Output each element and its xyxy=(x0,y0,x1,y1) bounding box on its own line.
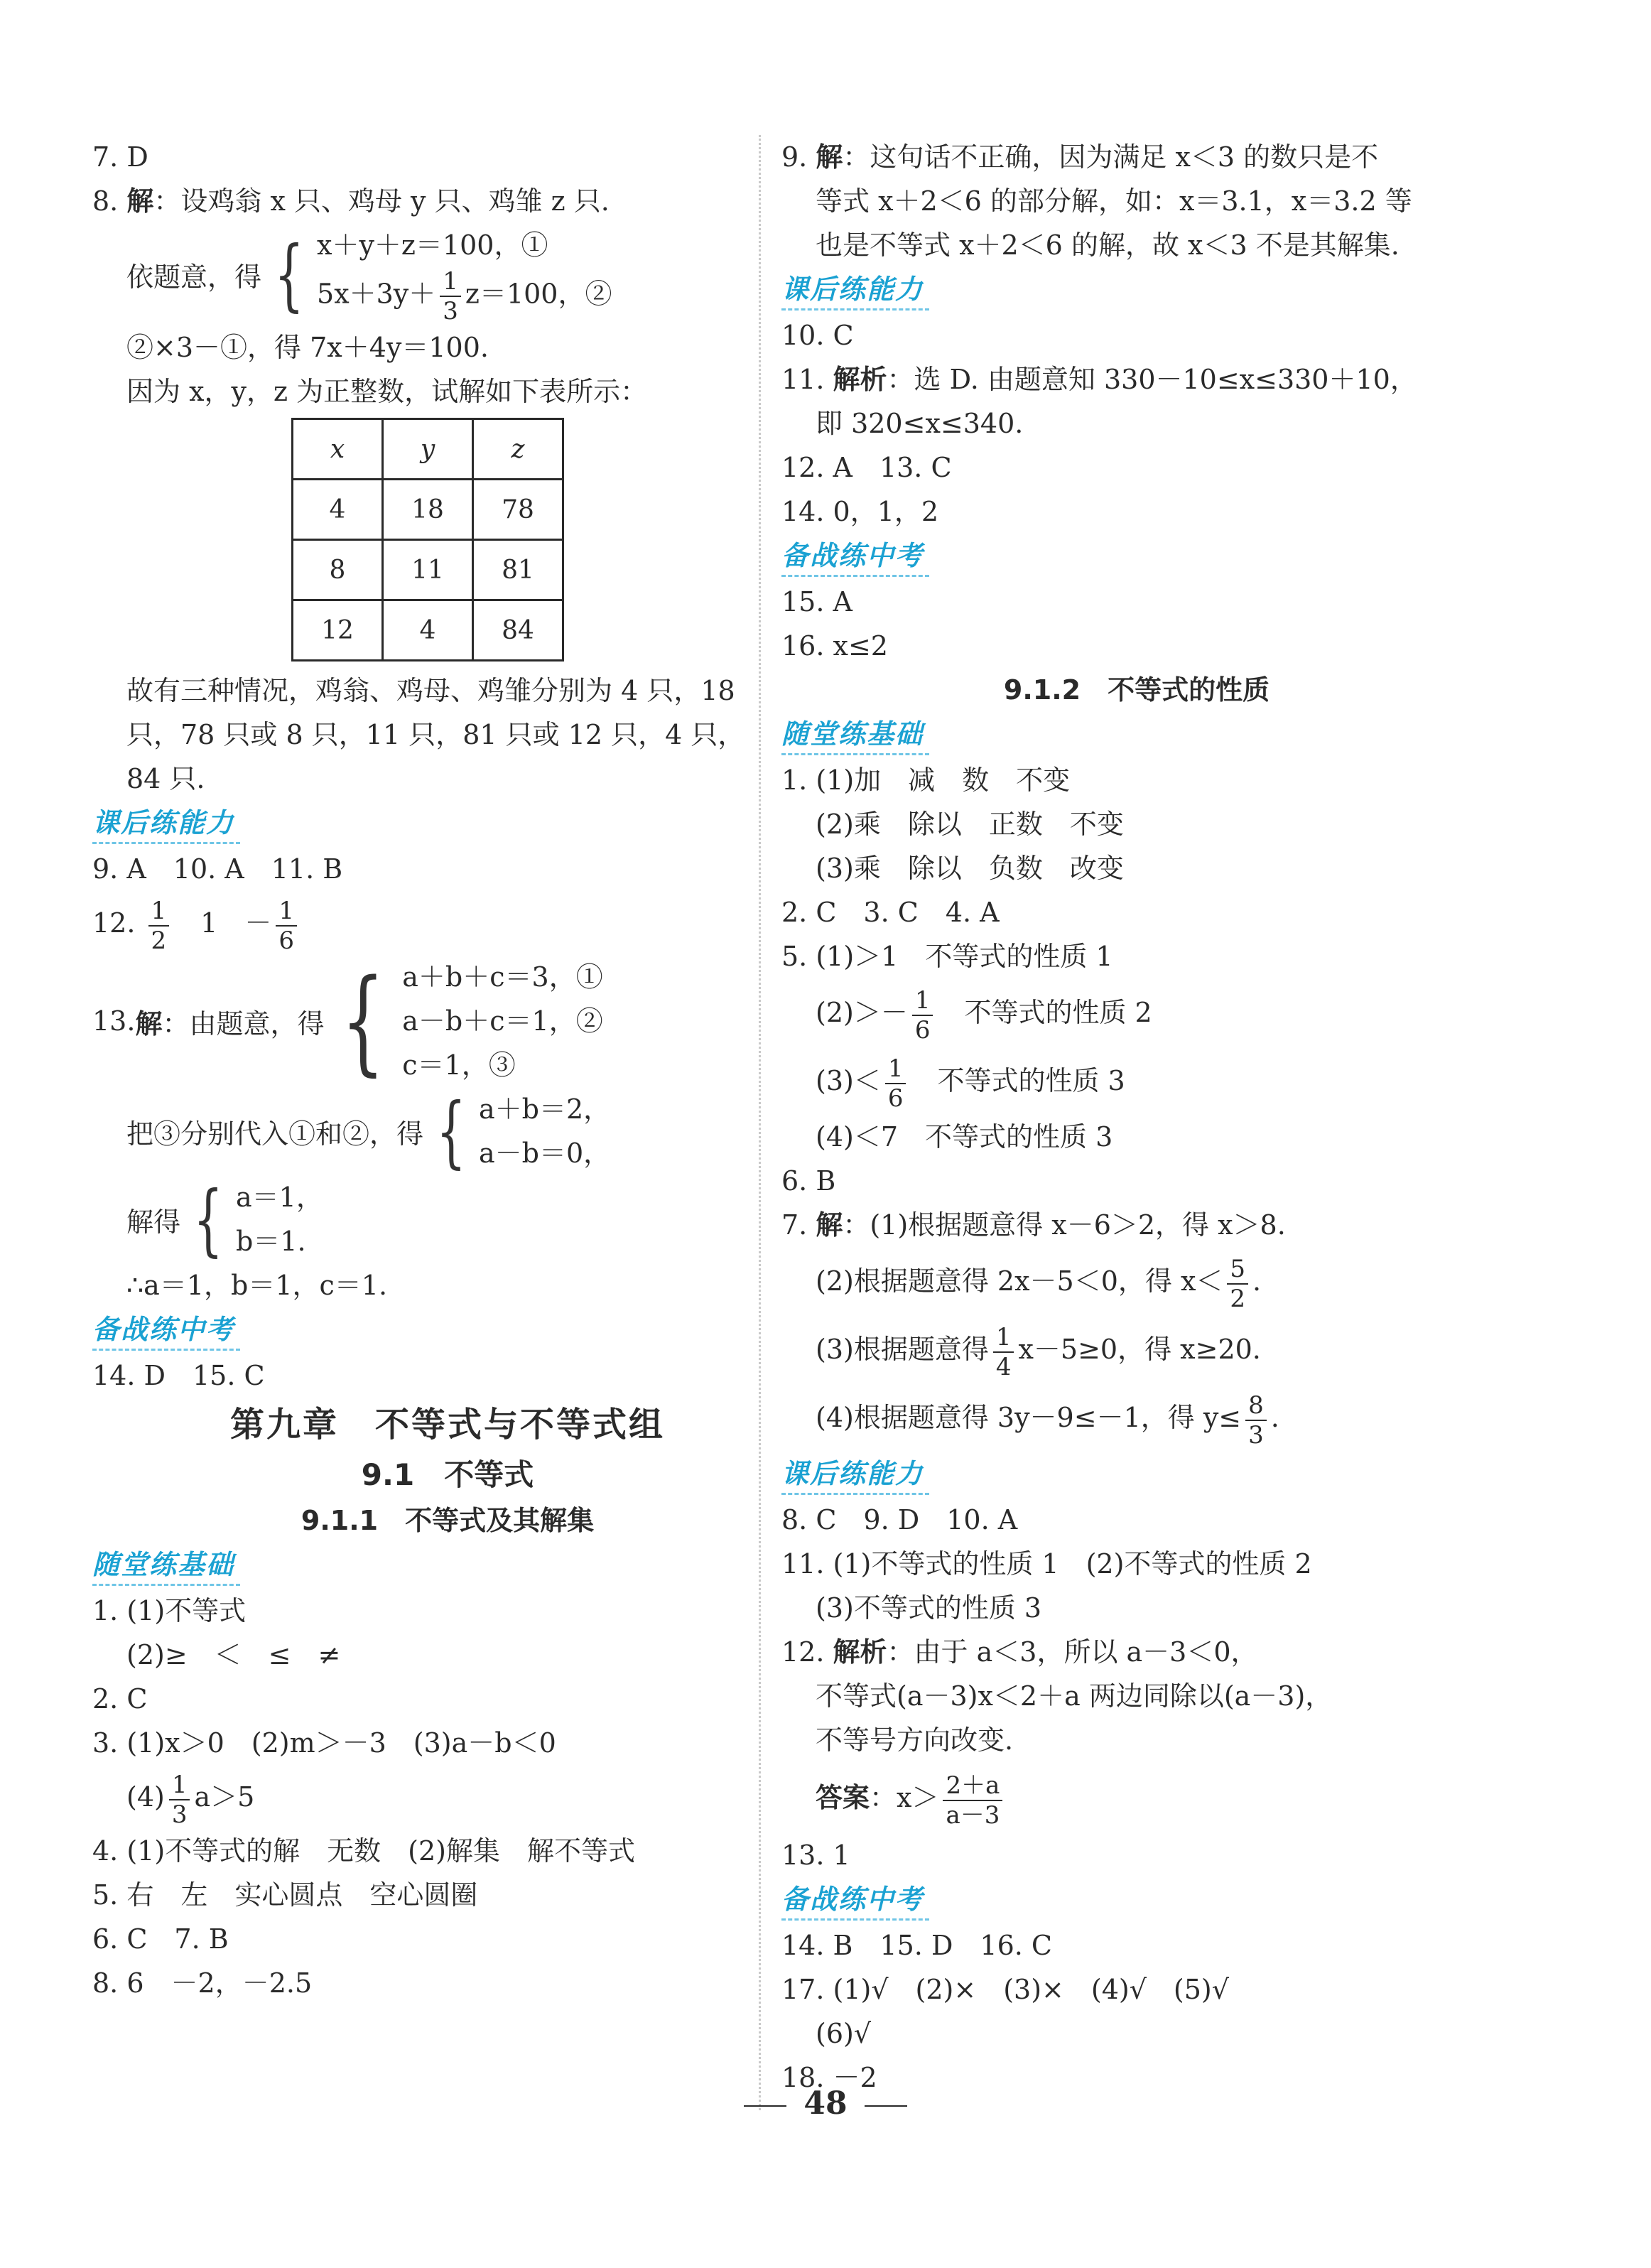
answer-17: 17. (1)√ (2)× (3)× (4)√ (5)√ xyxy=(781,1974,1229,2005)
final-answer: ∴a＝1，b＝1，c＝1. xyxy=(126,1270,388,1301)
table-row xyxy=(293,480,563,540)
section-heading-exam-prep: 备战练中考 xyxy=(781,1880,929,1921)
answer-11-cont: (3)不等式的性质 3 xyxy=(816,1592,1042,1624)
answer-9: 9. 解：这句话不正确，因为满足 x＜3 的数只是不 xyxy=(781,141,1379,173)
answer-5-2: (2)＞－ $\frac{1}{6}$ 不等式的性质 2 xyxy=(816,986,1152,1044)
answers-6-7: 6. C 7. B xyxy=(92,1923,229,1955)
section-heading-after-class: 课后练能力 xyxy=(92,804,240,844)
answer-3-4: (4) $\frac{1}{3}$ a＞5 xyxy=(126,1770,255,1829)
answer-11: 11. (1)不等式的性质 1 (2)不等式的性质 2 xyxy=(781,1548,1312,1580)
answer-12-result: 答案：x＞ $\frac{2+a}{a-3}$ xyxy=(781,1762,1492,1833)
answer-16: 16. x≤2 xyxy=(781,630,888,662)
answers-2-4: 2. C 3. C 4. A xyxy=(781,897,1000,928)
answer-15: 15. A xyxy=(781,586,852,617)
answer-1-3: (3)乘 除以 负数 改变 xyxy=(816,853,1124,884)
table-header: z xyxy=(473,419,563,480)
page-number: 48 xyxy=(0,2085,1651,2122)
answer-8: 8. 6 －2，－2.5 xyxy=(92,1967,313,1999)
conclusion-line: 84 只. xyxy=(126,763,205,794)
conclusion-line: 只，78 只或 8 只，11 只，81 只或 12 只，4 只， xyxy=(126,719,745,750)
answer-4: 4. (1)不等式的解 无数 (2)解集 解不等式 xyxy=(92,1835,635,1867)
answer-2: 2. C xyxy=(92,1683,148,1714)
answer-5-4: (4)＜7 不等式的性质 3 xyxy=(816,1121,1113,1152)
answer-7-4: (4)根据题意得 3y－9≤－1，得 y≤ $\frac{8}{3}$ . xyxy=(816,1390,1279,1449)
answer-3: 3. (1)x＞0 (2)m＞－3 (3)a－b＜0 xyxy=(92,1727,556,1759)
left-column xyxy=(92,135,803,2005)
section-heading-after-class: 课后练能力 xyxy=(781,270,929,310)
table-cell: 78 xyxy=(473,480,563,540)
table-header: x xyxy=(293,419,383,480)
answer-5-3: (3)＜ $\frac{1}{6}$ 不等式的性质 3 xyxy=(816,1054,1125,1113)
answer-10: 10. C xyxy=(781,320,854,351)
table-cell: 81 xyxy=(473,540,563,600)
derivation: ②×3－①，得 7x＋4y＝100. xyxy=(126,332,489,363)
answer-7-1: 7. 解：(1)根据题意得 x－6＞2，得 x＞8. xyxy=(781,1209,1286,1241)
chapter-title: 第九章 不等式与不等式组 xyxy=(229,1405,665,1444)
solution: 解得 { a＝1， b＝1. xyxy=(126,1174,323,1265)
table-cell: 4 xyxy=(383,600,473,661)
equation-system-1: 依题意，得 { x＋y＋z＝100，① 5x＋3y＋ $\frac{1}{3}$ z＝100，② xyxy=(126,229,612,325)
table-cell: 8 xyxy=(293,540,383,600)
answer-14: 14. 0，1，2 xyxy=(781,496,939,527)
answer-7: 7. D xyxy=(92,141,148,173)
answer-12-cont: 不等式(a－3)x＜2＋a 两边同除以(a－3)， xyxy=(816,1680,1333,1712)
answer-9-cont: 也是不等式 x＋2＜6 的解，故 x＜3 不是其解集. xyxy=(816,230,1400,261)
answer-11: 11. 解析：选 D. 由题意知 330－10≤x≤330＋10， xyxy=(781,364,1417,395)
table-header-row xyxy=(293,419,563,480)
answer-6: 6. B xyxy=(781,1165,836,1197)
answer-17-cont: (6)√ xyxy=(816,2018,872,2049)
answer-13: 13. 解 ：由题意，得 { a＋b＋c＝3，① a－b＋c＝1，② c＝1，③ xyxy=(92,954,603,1087)
answer-1: 1. (1)加 减 数 不变 xyxy=(781,765,1071,796)
answer-12-cont: 不等号方向改变. xyxy=(816,1724,1014,1756)
conclusion-line: 故有三种情况，鸡翁、鸡母、鸡雏分别为 4 只，18 xyxy=(126,675,735,706)
answer-9-cont: 等式 x＋2＜6 的部分解，如：x＝3.1，x＝3.2 等 xyxy=(816,185,1412,217)
table-cell: 12 xyxy=(293,600,383,661)
subsection-title: 9.1.2 不等式的性质 xyxy=(1003,674,1270,706)
answers-8-10: 8. C 9. D 10. A xyxy=(781,1504,1018,1535)
answer-12: 12. 解析：由于 a＜3，所以 a－3＜0， xyxy=(781,1636,1258,1668)
section-heading-in-class: 随堂练基础 xyxy=(92,1545,240,1586)
section-heading-exam-prep: 备战练中考 xyxy=(781,536,929,577)
table-intro: 因为 x，y，z 为正整数，试解如下表所示： xyxy=(126,376,648,407)
table-cell: 11 xyxy=(383,540,473,600)
answer-5-1: 5. (1)＞1 不等式的性质 1 xyxy=(781,941,1113,972)
answers-14-16: 14. B 15. D 16. C xyxy=(781,1930,1053,1961)
section-heading-exam-prep: 备战练中考 xyxy=(92,1310,240,1351)
answer-5: 5. 右 左 实心圆点 空心圆圈 xyxy=(92,1879,478,1911)
answer-1: 1. (1)不等式 xyxy=(92,1595,247,1626)
table-header: y xyxy=(383,419,473,480)
answers-14-15: 14. D 15. C xyxy=(92,1360,265,1391)
solution-table xyxy=(291,418,564,662)
substitution: 把③分别代入①和②，得 { a＋b＝2， a－b＝0， xyxy=(126,1086,611,1177)
table-cell: 18 xyxy=(383,480,473,540)
section-heading-in-class: 随堂练基础 xyxy=(781,715,929,755)
answer-18: 18. －2 xyxy=(781,2062,877,2093)
section-heading-after-class: 课后练能力 xyxy=(781,1454,929,1495)
right-column xyxy=(781,135,1492,2100)
answer-8: 8. 解：设鸡翁 x 只、鸡母 y 只、鸡雏 z 只. xyxy=(92,185,610,217)
page-number-dash xyxy=(744,2105,786,2107)
answer-1-2: (2)乘 除以 正数 不变 xyxy=(816,809,1124,840)
answer-7-2: (2)根据题意得 2x－5＜0，得 x＜ $\frac{5}{2}$ . xyxy=(816,1254,1262,1313)
table-row xyxy=(293,540,563,600)
table-row xyxy=(293,600,563,661)
subsection-title: 9.1.1 不等式及其解集 xyxy=(301,1505,595,1536)
fraction: $\frac{1}{3}$ xyxy=(440,267,461,325)
answer-11-cont: 即 320≤x≤340. xyxy=(816,408,1024,439)
answer-12: 12. $\frac{1}{2}$ 1 － $\frac{1}{6}$ xyxy=(92,891,803,955)
section-title: 9.1 不等式 xyxy=(361,1457,534,1492)
answers-12-13: 12. A 13. C xyxy=(781,452,952,483)
answer-1-2: (2)≥ ＜ ≤ ≠ xyxy=(126,1639,341,1670)
table-cell: 84 xyxy=(473,600,563,661)
table-cell: 4 xyxy=(293,480,383,540)
answers-9-11: 9. A 10. A 11. B xyxy=(92,853,343,885)
page-number-dash xyxy=(865,2105,907,2107)
answer-7-3: (3)根据题意得 $\frac{1}{4}$ x－5≥0，得 x≥20. xyxy=(816,1322,1261,1381)
answer-13: 13. 1 xyxy=(781,1840,850,1871)
